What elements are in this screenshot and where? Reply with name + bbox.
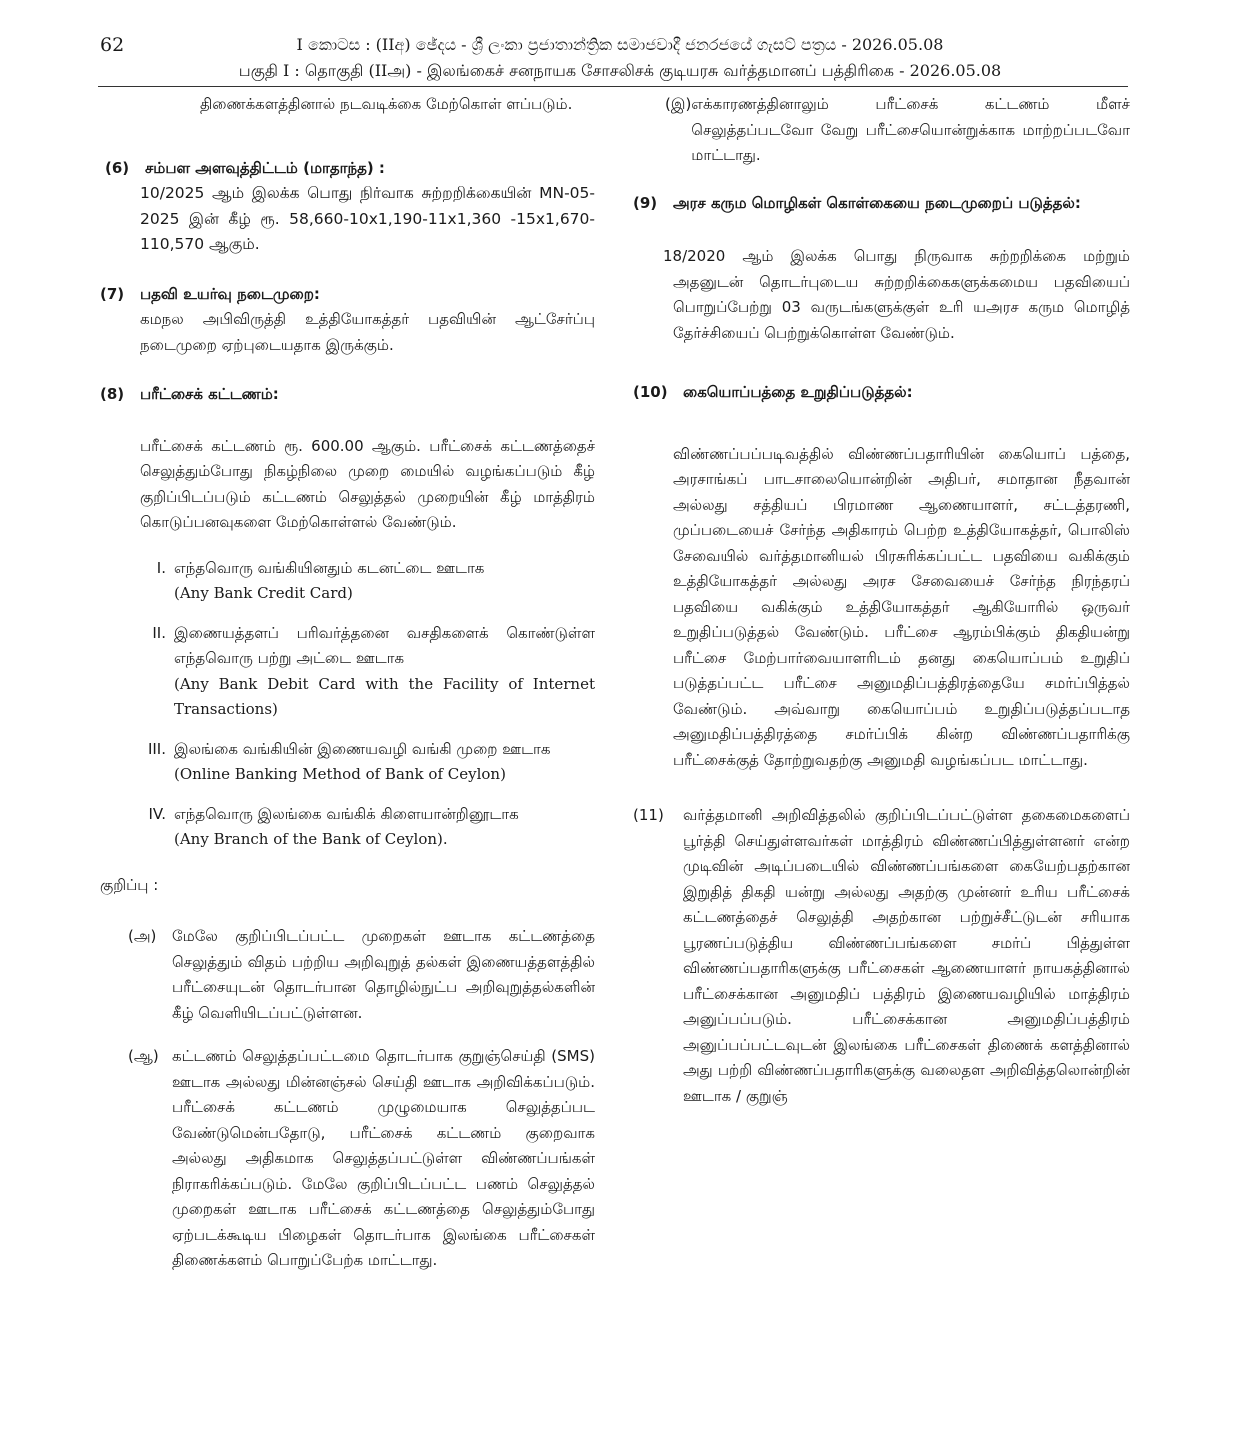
section-7-number: (7): [100, 284, 125, 303]
page-number: 62: [100, 34, 125, 56]
payment-method-english: (Any Branch of the Bank of Ceylon).: [174, 830, 448, 848]
note-e: [633, 92, 1130, 169]
payment-method-number: IV.: [148, 804, 166, 823]
payment-method-english: (Any Bank Credit Card): [174, 584, 353, 602]
right-column: [633, 92, 1130, 1109]
note-title: குறிப்பு :: [100, 875, 159, 894]
section-9: [633, 191, 1130, 347]
section-7-title: பதவி உயர்வு நடைமுறை:: [140, 284, 320, 303]
note-text: மேலே குறிப்பிடப்பட்ட முறைகள் ஊடாக கட்டணத்தை செலுத்தும் விதம் பற்றிய அறிவுறுத் தல்கள் இணையத்தளத்தில் பரீட்சையுடன் தொடர்பான தொழில்நுட்ப அறிவுறுத்தல்களின் கீழ் வெளியிடப்பட்டுள்ளன.: [172, 927, 595, 1022]
note-a: [100, 924, 595, 1026]
section-7: [100, 282, 595, 359]
section-11: [633, 803, 1130, 1109]
header-divider: [98, 86, 1128, 87]
header-sinhala: I කොටස : (IIඅ) ඡේදය - ශ්‍රී ලංකා ප්‍රජාතාන්ත්‍රික සමාජවාදී ජනරජයේ ගැසට් පත්‍රය - 2026.05.08: [296, 35, 944, 54]
section-6-body: 10/2025 ஆம் இலக்க பொது நிர்வாக சுற்றறிக்கையின் MN-05-2025 இன் கீழ் ரூ. 58,660-10x1,190-11x1,360 -15x1,670-110,570 ஆகும்.: [140, 184, 595, 253]
section-7-body: கமநல அபிவிருத்தி உத்தியோகத்தர் பதவியின் ஆட்சேர்ப்பு நடைமுறை ஏற்புடையதாக இருக்கும்.: [140, 310, 595, 354]
section-10-title: கையொப்பத்தை உறுதிப்படுத்தல்:: [683, 383, 913, 401]
section-6-number: (6): [105, 158, 130, 177]
intro-text: திணைக்களத்தினால் நடவடிக்கை மேற்கொள் ளப்படும்.: [200, 95, 573, 113]
payment-method-english: (Online Banking Method of Bank of Ceylon): [174, 765, 506, 783]
payment-method-text: எந்தவொரு வங்கியினதும் கடனட்டை ஊடாக: [174, 558, 485, 577]
section-11-body: வர்த்தமானி அறிவித்தலில் குறிப்பிடப்பட்டுள்ள தகைமைகளைப் பூர்த்தி செய்துள்ளவர்கள் மாத்திரம் விண்ணப்பித்துள்ளனர் என்ற முடிவின் அடிப்படையில் விண்ணப்பங்களை கையேற்பதற்கான இறுதித் திகதி யன்று அல்லது அதற்கு முன்னர் உரிய பரீட்சைக் கட்டணத்தைச் செலுத்தி அதற்கான பற்றுச்சீட்டுடன் சரியாக பூரணப்படுத்திய விண்ணப்பங்களை சமர்ப் பித்துள்ள விண்ணப்பதாரிகளுக்கு பரீட்சைகள் ஆணையாளர் நாயகத்தினால் பரீட்சைக்கான அனுமதிப் பத்திரம் இணையவழியில் மாத்திரம் அனுப்பப்படும். பரீட்சைக்கான அனுமதிப்பத்திரம் அனுப்பப்பட்டவுடன் இலங்கை பரீட்சைகள் திணைக் களத்தினால் அது பற்றி விண்ணப்பதாரிகளுக்கு வலைதள அறிவித்தலொன்றின் ஊடாக / குறுஞ்: [683, 806, 1130, 1105]
section-10-number: (10): [633, 383, 668, 401]
section-8-title: பரீட்சைக் கட்டணம்:: [140, 385, 279, 403]
section-6: [100, 156, 595, 258]
payment-method-english: (Any Bank Debit Card with the Facility of Internet Transactions): [174, 674, 595, 718]
payment-method-3: [140, 737, 595, 788]
payment-method-text: எந்தவொரு இலங்கை வங்கிக் கிளையான்றினூடாக: [174, 804, 519, 823]
section-6-title: சம்பள அளவுத்திட்டம் (மாதாந்த) :: [145, 158, 385, 177]
section-10: [633, 380, 1130, 773]
section-10-body: விண்ணப்பப்படிவத்தில் விண்ணப்பதாரியின் கையொப் பத்தை, அரசாங்கப் பாடசாலையொன்றின் அதிபர், சமாதான நீதவான் அல்லது சத்தியப் பிரமாண ஆணையாளர், சட்டத்தரணி, முப்படையைச் சேர்ந்த அதிகாரம் பெற்ற உத்தியோகத்தர், பொலிஸ் சேவையில் வர்த்தமானியல் பிரசுரிக்கப்பட்ட பதவியை வகிக்கும் உத்தியோகத்தர் அல்லது அரச சேவையைச் சேர்ந்த நிரந்தரப் பதவியை வகிக்கும் உத்தியோகத்தர் ஆகியோரில் ஒருவர் உறுதிப்படுத்தல் வேண்டும். பரீட்சை ஆரம்பிக்கும் திகதியன்று பரீட்சை மேற்பார்வையாளரிடம் தனது கையொப்பம் உறுதிப் படுத்தப்பட்ட பரீட்சை அனுமதிப்பத்திரத்தையே சமர்ப்பித்தல் வேண்டும். அவ்வாறு கையொப்பம் உறுதிப்படுத்தப்படாத அனுமதிப்பத்திரத்தை சமர்ப்பிக் கின்ற விண்ணப்பதாரிக்கு பரீட்சைக்குத் தோற்றுவதற்கு அனுமதி வழங்கப்பட மாட்டாது.: [673, 444, 1130, 769]
header-tamil: பகுதி I : தொகுதி (IIஅ) - இலங்கைச் சனநாயக சோசலிசக் குடியரசு வர்த்தமானப் பத்திரிகை - 2026.05.08: [238, 61, 1002, 80]
section-11-number: (11): [633, 806, 664, 824]
section-9-body: 18/2020 ஆம் இலக்க பொது நிருவாக சுற்றறிக்கை மற்றும் அதனுடன் தொடர்புடைய சுற்றறிக்கைகளுக்கமைய பதவியைப் பொறுப்பேற்று 03 வருடங்களுக்குள் உரி யஅரச கரும மொழித் தேர்ச்சியைப் பெற்றுக்கொள்ள வேண்டும்.: [663, 247, 1130, 342]
note-aa: [100, 1044, 595, 1274]
note-label: (அ): [128, 927, 157, 945]
section-8-number: (8): [100, 385, 125, 403]
left-column: [100, 92, 595, 1292]
payment-method-4: [140, 802, 595, 853]
section-9-number: (9): [633, 193, 658, 212]
section-8-body: பரீட்சைக் கட்டணம் ரூ. 600.00 ஆகும். பரீட்சைக் கட்டணத்தைச் செலுத்தும்போது நிகழ்நிலை முறை மையில் வழங்கப்படும் கீழ் குறிப்பிடப்படும் கட்டணம் செலுத்தல் முறையின் கீழ் மாத்திரம் கொடுப்பனவுகளை மேற்கொள்ளல் வேண்டும்.: [140, 436, 595, 531]
payment-method-number: II.: [152, 623, 166, 642]
section-8: [100, 382, 595, 853]
payment-method-number: III.: [147, 739, 166, 758]
note-text: எக்காரணத்தினாலும் பரீட்சைக் கட்டணம் மீளச் செலுத்தப்படவோ வேறு பரீட்சையொன்றுக்காக மாற்றப்படவோ மாட்டாது.: [691, 95, 1130, 164]
payment-method-text: இலங்கை வங்கியின் இணையவழி வங்கி முறை ஊடாக: [174, 739, 551, 758]
note-text: கட்டணம் செலுத்தப்பட்டமை தொடர்பாக குறுஞ்செய்தி (SMS) ஊடாக அல்லது மின்னஞ்சல் செய்தி ஊடாக அறிவிக்கப்படும். பரீட்சைக் கட்டணம் முழுமையாக செலுத்தப்பட வேண்டுமென்பதோடு, பரீட்சைக் கட்டணம் குறைவாக அல்லது அதிகமாக செலுத்தப்பட்டுள்ள விண்ணப்பங்கள் நிராகரிக்கப்படும். மேலே குறிப்பிடப்பட்ட பணம் செலுத்தல் முறைகள் ஊடாக பரீட்சைக் கட்டணத்தை செலுத்தும்போது ஏற்படக்கூடிய பிழைகள் தொடர்பாக இலங்கை பரீட்சைகள் திணைக்களம் பொறுப்பேற்க மாட்டாது.: [172, 1047, 595, 1269]
payment-method-text: இணையத்தளப் பரிவர்த்தனை வசதிகளைக் கொண்டுள்ள எந்தவொரு பற்று அட்டை ஊடாக: [174, 623, 595, 667]
note-label: (இ): [665, 95, 692, 113]
payment-method-number: I.: [156, 558, 166, 577]
note-label: (ஆ): [128, 1047, 159, 1065]
payment-method-2: [140, 621, 595, 723]
section-9-title: அரச கரும மொழிகள் கொள்கையை நடைமுறைப் படுத்தல்:: [673, 193, 1081, 212]
payment-method-1: [140, 556, 595, 607]
gazette-header: [150, 32, 1090, 84]
